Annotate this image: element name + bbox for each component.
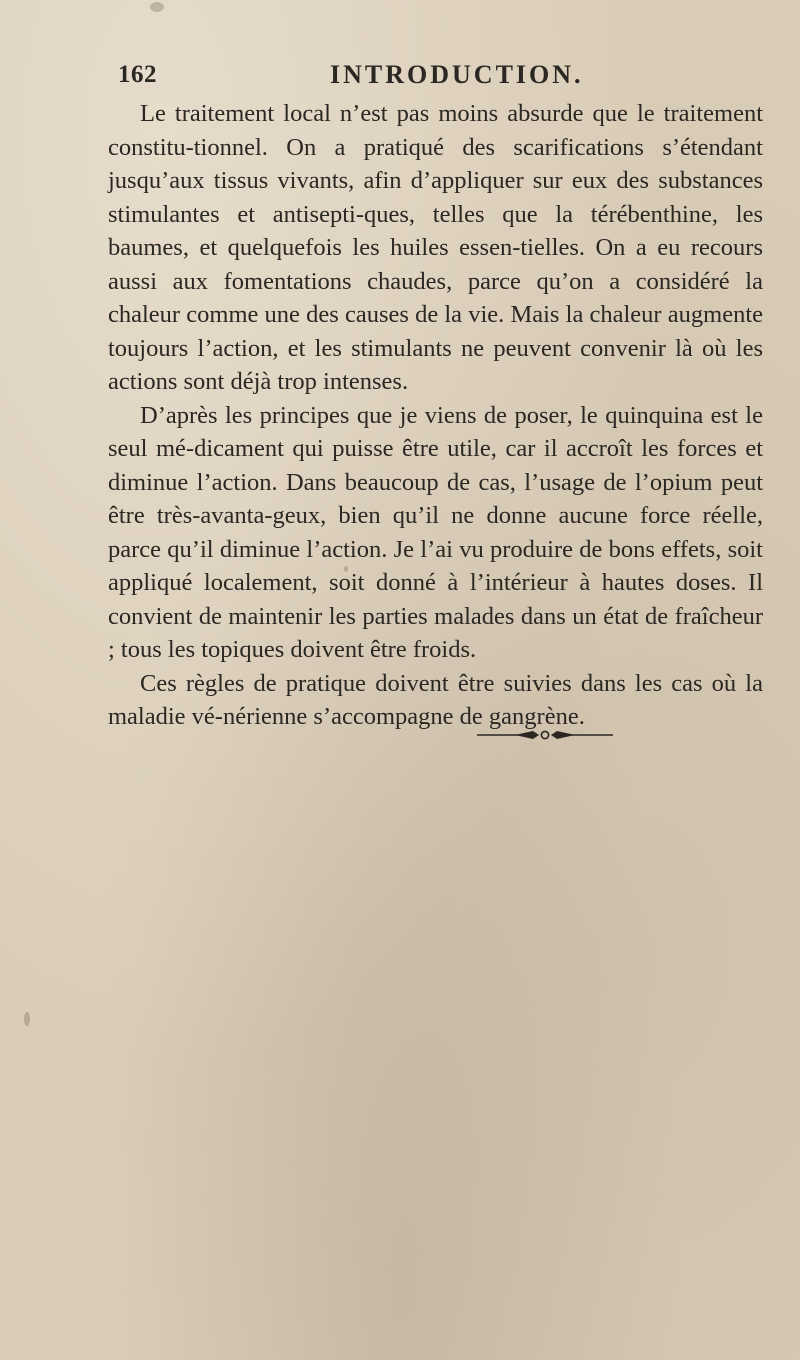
paragraph-quinquina: D’après les principes que je viens de poser, le quinquina est le seul mé-dicament qui puisse être utile, car il accroît les forces et diminue l’action. Dans beaucoup de cas, l’usage de l’opium peut être très-avanta-geux, bien qu’il ne donne aucune force réelle, parce qu’il diminue l’action. Je l’ai vu produire de bons effets, soit appliqué localement, soit donné à l’intérieur à hautes doses. Il convient de maintenir les parties malades dans un état de fraîcheur ; tous les topiques doivent être froids. — [108, 401, 763, 663]
body-text — [108, 97, 763, 734]
paper-stain — [24, 1012, 30, 1026]
paragraph-local-treatment: Le traitement local n’est pas moins absurde que le traitement constitu-tionnel. On a pratiqué des scarifications s’étendant jusqu’aux tissus vivants, afin d’appliquer sur eux des substances stimulantes et antisepti-ques, telles que la térébenthine, les baumes, et quelquefois les huiles essen-tielles. On a eu recours aussi aux fomentations chaudes, parce qu’on a considéré la chaleur comme une des causes de la vie. Mais la chaleur augmente toujours l’action, et les stimulants ne peuvent convenir là où les actions sont déjà trop intenses. — [108, 100, 763, 395]
page-number: 162 — [118, 61, 157, 88]
paragraph-gangrene: Ces règles de pratique doivent être suivies dans les cas où la maladie vé-nérienne s’accompagne de gangrène. — [108, 669, 763, 730]
paper-stain — [150, 2, 164, 12]
running-head — [118, 57, 678, 91]
section-end-ornament-icon — [475, 728, 615, 742]
running-title: INTRODUCTION. — [330, 60, 584, 89]
